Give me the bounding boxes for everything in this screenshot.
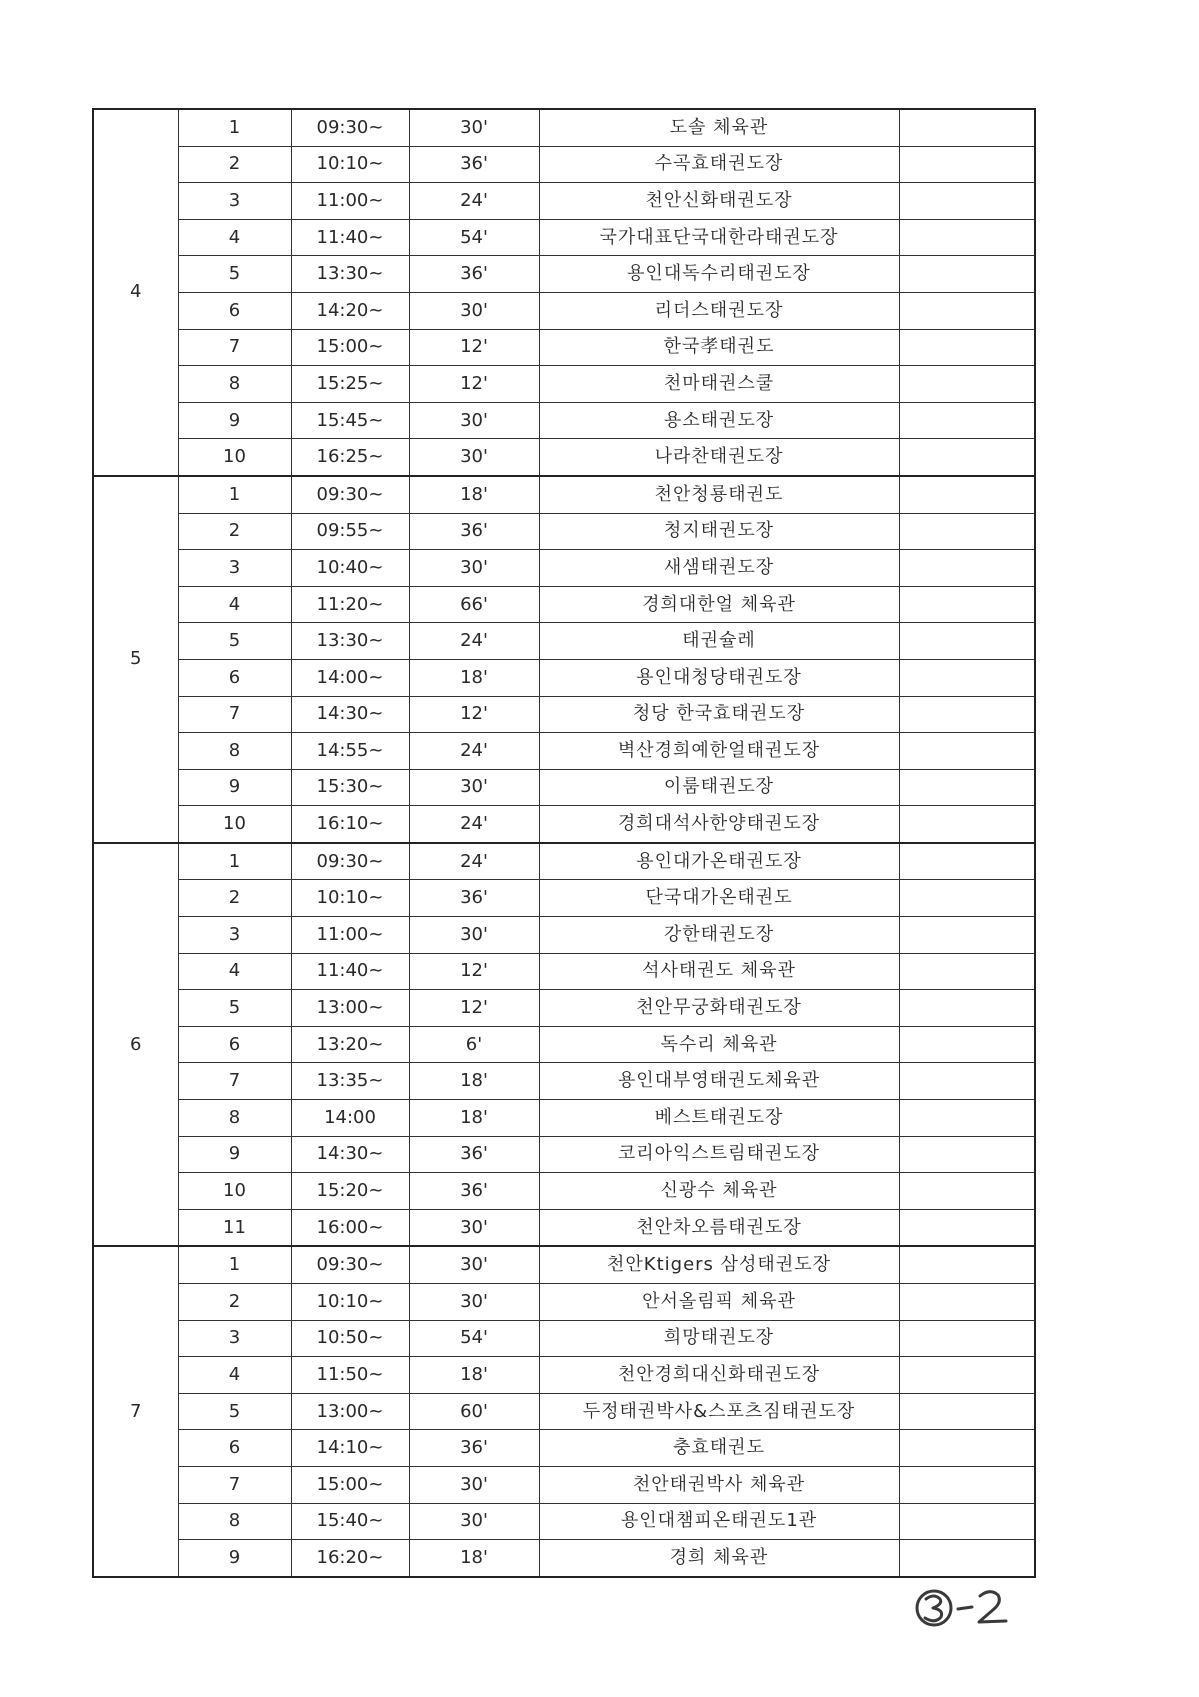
start-time-cell: 10:10~ (291, 146, 409, 183)
table-row (93, 880, 1035, 917)
table-row (93, 513, 1035, 550)
duration-cell: 30' (409, 109, 539, 146)
venue-cell: 경희대석사한양태권도장 (539, 806, 899, 843)
order-cell: 6 (178, 292, 291, 329)
group-label-cell: 6 (93, 843, 178, 1247)
duration-cell: 18' (409, 1100, 539, 1137)
duration-cell: 18' (409, 1357, 539, 1394)
note-cell (899, 843, 1035, 880)
duration-cell: 18' (409, 1063, 539, 1100)
table-row (93, 659, 1035, 696)
start-time-cell: 11:50~ (291, 1357, 409, 1394)
order-cell: 6 (178, 1026, 291, 1063)
order-cell: 6 (178, 1430, 291, 1467)
table-row (93, 696, 1035, 733)
note-cell (899, 696, 1035, 733)
note-cell (899, 439, 1035, 476)
order-cell: 2 (178, 146, 291, 183)
start-time-cell: 15:30~ (291, 769, 409, 806)
venue-cell: 석사태권도 체육관 (539, 953, 899, 990)
duration-cell: 36' (409, 1173, 539, 1210)
note-cell (899, 586, 1035, 623)
duration-cell: 30' (409, 769, 539, 806)
table-row (93, 990, 1035, 1027)
duration-cell: 12' (409, 696, 539, 733)
duration-cell: 12' (409, 953, 539, 990)
note-cell (899, 292, 1035, 329)
note-cell (899, 1100, 1035, 1137)
table-row (93, 1246, 1035, 1283)
venue-cell: 한국孝태권도 (539, 329, 899, 366)
venue-cell: 천안Ktigers 삼성태권도장 (539, 1246, 899, 1283)
order-cell: 4 (178, 219, 291, 256)
order-cell: 8 (178, 1100, 291, 1137)
note-cell (899, 1173, 1035, 1210)
start-time-cell: 11:00~ (291, 917, 409, 954)
table-row (93, 917, 1035, 954)
order-cell: 8 (178, 733, 291, 770)
order-cell: 3 (178, 917, 291, 954)
venue-cell: 나라찬태권도장 (539, 439, 899, 476)
order-cell: 5 (178, 256, 291, 293)
start-time-cell: 10:10~ (291, 1284, 409, 1321)
table-row (93, 1209, 1035, 1246)
venue-cell: 용인대청당태권도장 (539, 659, 899, 696)
start-time-cell: 14:20~ (291, 292, 409, 329)
note-cell (899, 256, 1035, 293)
table-row (93, 953, 1035, 990)
start-time-cell: 14:30~ (291, 1136, 409, 1173)
duration-cell: 30' (409, 1209, 539, 1246)
table-row (93, 550, 1035, 587)
table-row (93, 1063, 1035, 1100)
note-cell (899, 1503, 1035, 1540)
order-cell: 8 (178, 1503, 291, 1540)
order-cell: 4 (178, 953, 291, 990)
venue-cell: 도솔 체육관 (539, 109, 899, 146)
venue-cell: 용인대챔피온태권도1관 (539, 1503, 899, 1540)
page-number-dash (958, 1607, 972, 1609)
duration-cell: 36' (409, 256, 539, 293)
venue-cell: 천안태권박사 체육관 (539, 1466, 899, 1503)
venue-cell: 천안차오름태권도장 (539, 1209, 899, 1246)
venue-cell: 베스트태권도장 (539, 1100, 899, 1137)
note-cell (899, 880, 1035, 917)
handwritten-page-number-icon (917, 1591, 1006, 1625)
start-time-cell: 10:40~ (291, 550, 409, 587)
duration-cell: 30' (409, 1284, 539, 1321)
table-row (93, 843, 1035, 880)
note-cell (899, 1063, 1035, 1100)
start-time-cell: 13:30~ (291, 623, 409, 660)
order-cell: 5 (178, 1393, 291, 1430)
venue-cell: 청당 한국효태권도장 (539, 696, 899, 733)
venue-cell: 벽산경희예한얼태권도장 (539, 733, 899, 770)
duration-cell: 54' (409, 1320, 539, 1357)
venue-cell: 경희 체육관 (539, 1540, 899, 1577)
table-row (93, 1393, 1035, 1430)
start-time-cell: 11:40~ (291, 219, 409, 256)
table-row (93, 292, 1035, 329)
note-cell (899, 917, 1035, 954)
duration-cell: 30' (409, 402, 539, 439)
venue-cell: 천안청룡태권도 (539, 476, 899, 513)
table-row (93, 733, 1035, 770)
start-time-cell: 13:00~ (291, 990, 409, 1027)
duration-cell: 30' (409, 292, 539, 329)
venue-cell: 경희대한얼 체육관 (539, 586, 899, 623)
table-row (93, 1136, 1035, 1173)
table-row (93, 256, 1035, 293)
order-cell: 7 (178, 329, 291, 366)
duration-cell: 12' (409, 329, 539, 366)
page-number-digit-2 (979, 1592, 1006, 1622)
venue-cell: 신광수 체육관 (539, 1173, 899, 1210)
duration-cell: 60' (409, 1393, 539, 1430)
note-cell (899, 513, 1035, 550)
note-cell (899, 733, 1035, 770)
venue-cell: 희망태권도장 (539, 1320, 899, 1357)
note-cell (899, 329, 1035, 366)
start-time-cell: 13:00~ (291, 1393, 409, 1430)
note-cell (899, 366, 1035, 403)
duration-cell: 12' (409, 366, 539, 403)
order-cell: 4 (178, 586, 291, 623)
start-time-cell: 13:20~ (291, 1026, 409, 1063)
start-time-cell: 13:30~ (291, 256, 409, 293)
table-row (93, 1357, 1035, 1394)
order-cell: 9 (178, 402, 291, 439)
table-row (93, 366, 1035, 403)
order-cell: 2 (178, 880, 291, 917)
start-time-cell: 10:10~ (291, 880, 409, 917)
venue-cell: 독수리 체육관 (539, 1026, 899, 1063)
table-row (93, 769, 1035, 806)
venue-cell: 용인대부영태권도체육관 (539, 1063, 899, 1100)
venue-cell: 용인대독수리태권도장 (539, 256, 899, 293)
duration-cell: 24' (409, 806, 539, 843)
duration-cell: 30' (409, 1466, 539, 1503)
note-cell (899, 806, 1035, 843)
venue-cell: 용소태권도장 (539, 402, 899, 439)
note-cell (899, 219, 1035, 256)
venue-cell: 리더스태권도장 (539, 292, 899, 329)
duration-cell: 18' (409, 1540, 539, 1577)
schedule-table (92, 108, 1036, 1578)
venue-cell: 용인대가온태권도장 (539, 843, 899, 880)
duration-cell: 18' (409, 659, 539, 696)
venue-cell: 단국대가온태권도 (539, 880, 899, 917)
order-cell: 9 (178, 1540, 291, 1577)
page-number-mark (910, 1582, 1030, 1634)
order-cell: 6 (178, 659, 291, 696)
group-label-cell: 5 (93, 476, 178, 843)
duration-cell: 30' (409, 550, 539, 587)
order-cell: 4 (178, 1357, 291, 1394)
duration-cell: 36' (409, 513, 539, 550)
note-cell (899, 990, 1035, 1027)
order-cell: 10 (178, 1173, 291, 1210)
duration-cell: 66' (409, 586, 539, 623)
note-cell (899, 953, 1035, 990)
note-cell (899, 1393, 1035, 1430)
start-time-cell: 15:00~ (291, 329, 409, 366)
duration-cell: 54' (409, 219, 539, 256)
note-cell (899, 659, 1035, 696)
order-cell: 9 (178, 1136, 291, 1173)
start-time-cell: 09:55~ (291, 513, 409, 550)
table-row (93, 109, 1035, 146)
table-row (93, 146, 1035, 183)
order-cell: 9 (178, 769, 291, 806)
duration-cell: 12' (409, 990, 539, 1027)
note-cell (899, 1466, 1035, 1503)
venue-cell: 이룸태권도장 (539, 769, 899, 806)
note-cell (899, 1026, 1035, 1063)
table-row (93, 402, 1035, 439)
note-cell (899, 1540, 1035, 1577)
start-time-cell: 09:30~ (291, 476, 409, 513)
table-row (93, 1466, 1035, 1503)
order-cell: 1 (178, 1246, 291, 1283)
duration-cell: 24' (409, 843, 539, 880)
note-cell (899, 769, 1035, 806)
start-time-cell: 15:45~ (291, 402, 409, 439)
start-time-cell: 10:50~ (291, 1320, 409, 1357)
table-row (93, 623, 1035, 660)
venue-cell: 청지태권도장 (539, 513, 899, 550)
note-cell (899, 1246, 1035, 1283)
order-cell: 3 (178, 183, 291, 220)
venue-cell: 새샘태권도장 (539, 550, 899, 587)
table-row (93, 439, 1035, 476)
note-cell (899, 476, 1035, 513)
note-cell (899, 1284, 1035, 1321)
start-time-cell: 15:20~ (291, 1173, 409, 1210)
order-cell: 1 (178, 843, 291, 880)
group-label-cell: 4 (93, 109, 178, 476)
start-time-cell: 11:40~ (291, 953, 409, 990)
start-time-cell: 09:30~ (291, 843, 409, 880)
table-row (93, 1503, 1035, 1540)
table-row (93, 1430, 1035, 1467)
venue-cell: 수곡효태권도장 (539, 146, 899, 183)
table-row (93, 1173, 1035, 1210)
table-row (93, 329, 1035, 366)
duration-cell: 18' (409, 476, 539, 513)
duration-cell: 6' (409, 1026, 539, 1063)
start-time-cell: 14:00 (291, 1100, 409, 1137)
order-cell: 3 (178, 550, 291, 587)
order-cell: 2 (178, 1284, 291, 1321)
note-cell (899, 109, 1035, 146)
order-cell: 10 (178, 439, 291, 476)
venue-cell: 태권슐레 (539, 623, 899, 660)
table-row (93, 183, 1035, 220)
table-row (93, 586, 1035, 623)
start-time-cell: 15:00~ (291, 1466, 409, 1503)
duration-cell: 36' (409, 1136, 539, 1173)
venue-cell: 국가대표단국대한라태권도장 (539, 219, 899, 256)
duration-cell: 24' (409, 183, 539, 220)
table-row (93, 1540, 1035, 1577)
start-time-cell: 14:10~ (291, 1430, 409, 1467)
note-cell (899, 146, 1035, 183)
note-cell (899, 183, 1035, 220)
start-time-cell: 11:00~ (291, 183, 409, 220)
note-cell (899, 1320, 1035, 1357)
note-cell (899, 1136, 1035, 1173)
duration-cell: 24' (409, 733, 539, 770)
start-time-cell: 11:20~ (291, 586, 409, 623)
page-number-digit-3 (925, 1596, 942, 1621)
venue-cell: 두정태권박사&스포츠짐태권도장 (539, 1393, 899, 1430)
start-time-cell: 16:10~ (291, 806, 409, 843)
table-row (93, 219, 1035, 256)
start-time-cell: 14:00~ (291, 659, 409, 696)
duration-cell: 30' (409, 439, 539, 476)
table-row (93, 1320, 1035, 1357)
note-cell (899, 1430, 1035, 1467)
start-time-cell: 13:35~ (291, 1063, 409, 1100)
note-cell (899, 550, 1035, 587)
start-time-cell: 09:30~ (291, 1246, 409, 1283)
duration-cell: 36' (409, 880, 539, 917)
table-row (93, 476, 1035, 513)
venue-cell: 천안무궁화태권도장 (539, 990, 899, 1027)
duration-cell: 24' (409, 623, 539, 660)
duration-cell: 30' (409, 1503, 539, 1540)
start-time-cell: 15:40~ (291, 1503, 409, 1540)
order-cell: 5 (178, 623, 291, 660)
start-time-cell: 16:20~ (291, 1540, 409, 1577)
table-row (93, 1100, 1035, 1137)
venue-cell: 천안경희대신화태권도장 (539, 1357, 899, 1394)
order-cell: 7 (178, 1466, 291, 1503)
group-label-cell: 7 (93, 1246, 178, 1576)
note-cell (899, 1209, 1035, 1246)
duration-cell: 30' (409, 917, 539, 954)
schedule-table-body (93, 109, 1035, 1577)
start-time-cell: 16:25~ (291, 439, 409, 476)
duration-cell: 36' (409, 1430, 539, 1467)
order-cell: 10 (178, 806, 291, 843)
table-row (93, 1284, 1035, 1321)
note-cell (899, 623, 1035, 660)
start-time-cell: 14:30~ (291, 696, 409, 733)
note-cell (899, 1357, 1035, 1394)
order-cell: 3 (178, 1320, 291, 1357)
start-time-cell: 09:30~ (291, 109, 409, 146)
venue-cell: 천마태권스쿨 (539, 366, 899, 403)
note-cell (899, 402, 1035, 439)
order-cell: 2 (178, 513, 291, 550)
start-time-cell: 16:00~ (291, 1209, 409, 1246)
table-row (93, 806, 1035, 843)
venue-cell: 안서올림픽 체육관 (539, 1284, 899, 1321)
start-time-cell: 14:55~ (291, 733, 409, 770)
order-cell: 8 (178, 366, 291, 403)
venue-cell: 강한태권도장 (539, 917, 899, 954)
table-row (93, 1026, 1035, 1063)
order-cell: 7 (178, 696, 291, 733)
venue-cell: 천안신화태권도장 (539, 183, 899, 220)
venue-cell: 코리아익스트림태권도장 (539, 1136, 899, 1173)
order-cell: 5 (178, 990, 291, 1027)
venue-cell: 충효태권도 (539, 1430, 899, 1467)
order-cell: 11 (178, 1209, 291, 1246)
start-time-cell: 15:25~ (291, 366, 409, 403)
order-cell: 7 (178, 1063, 291, 1100)
duration-cell: 36' (409, 146, 539, 183)
duration-cell: 30' (409, 1246, 539, 1283)
order-cell: 1 (178, 109, 291, 146)
order-cell: 1 (178, 476, 291, 513)
